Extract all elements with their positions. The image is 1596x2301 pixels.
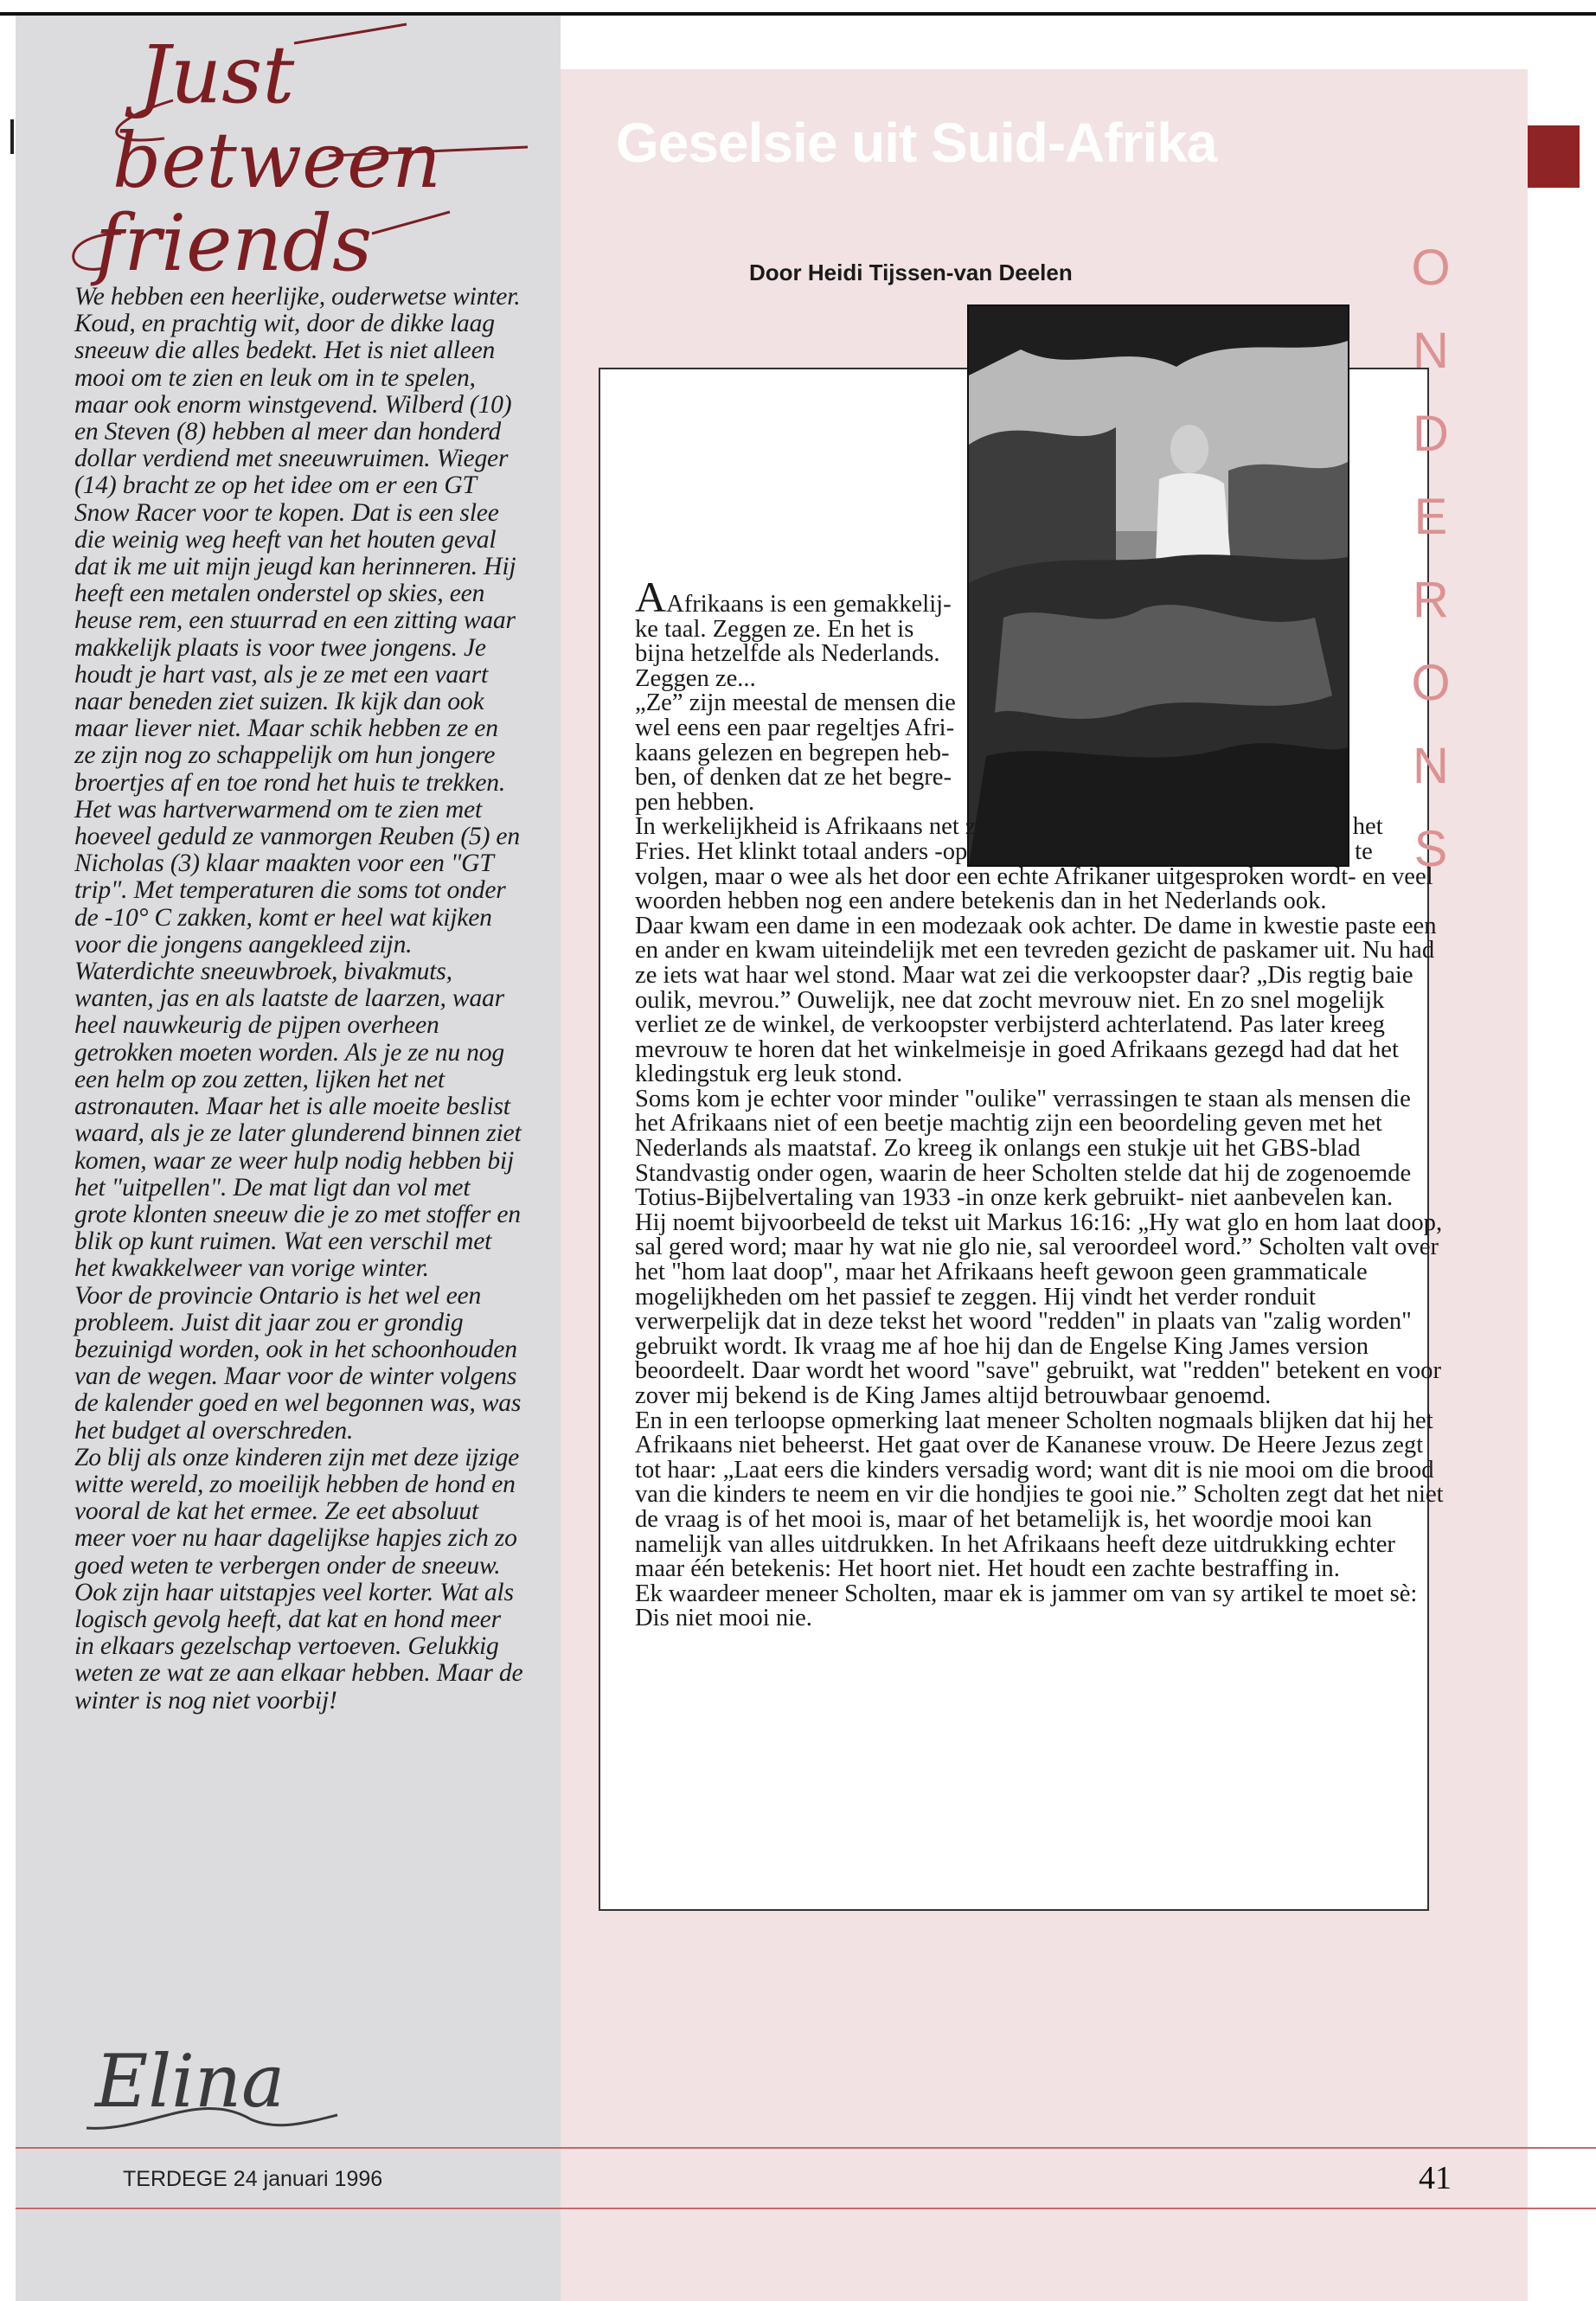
article-byline: Door Heidi Tijssen-van Deelen bbox=[749, 260, 1073, 285]
flourish-2 bbox=[294, 24, 407, 43]
column-paragraph-2: Het was hartverwarmend om te zien met hoeveel geduld ze vanmorgen Reuben (5) en Nicholas (3) klaar maakten voor een "GT trip". Met temperaturen die soms tot onder de -10° C zakken, komt er heel wat kijken voor die jongens aangekleed zijn. Waterdichte sneeuwbroek, bivakmuts, wanten, jas en als laatste de laarzen, waar heel nauwkeurig de pijpen overheen getrokken moeten worden. Als je ze nu nog een helm op zou zetten, lijken het net astronauten. Maar het is alle moeite beslist waard, als je ze later glunderend binnen ziet komen, waar ze weer hulp nodig hebben bij het "uitpellen". De mat ligt dan vol met grote klonten sneeuw die je zo met stoffer en blik op kunt ruimen. Wat een verschil met het kwakkelweer van vorige winter. bbox=[74, 795, 522, 1283]
margin-mark bbox=[10, 119, 14, 154]
article-headline: Geselsie uit Suid-Afrika bbox=[616, 112, 1217, 174]
page-number: 41 bbox=[1419, 2160, 1452, 2196]
article-paragraph-4: Hij noemt bijvoorbeeld de tekst uit Markus 16:16: „Hy wat glo en hom laat doop, sal gered word; maar hy wat nie glo nie, sal veroordeel word.” Scholten valt over het "hom laat doop", maar het Afrikaans heeft gewoon geen grammaticale mogelijkheden om het passief te zeggen. Hij vindt het verder ronduit verwerpelijk dat in deze tekst het woord "redden" in plaats van "zalig worden" gebruikt wordt. Ik vraag me af hoe hij dan de Engelse King James version beoordeelt. Daar wordt het woord "save" gebruikt, wat "redden" betekent en voor zover mij bekend is de King James altijd betrouwbaar genoemd. bbox=[635, 1208, 1443, 1409]
intro-line: kaans gelezen en begrepen heb- bbox=[635, 739, 950, 766]
title-line-3: friends bbox=[95, 198, 373, 289]
column-paragraph-1: We hebben een heerlijke, ouderwetse winter. Koud, en prachtig wit, door de dikke laag sneeuw die alles bedekt. Het is niet alleen mooi om te zien en leuk om in te spelen, maar ook enorm winstgevend. Wilberd (10) en Steven (8) hebben al meer dan honderd dollar verdiend met sneeuwruimen. Wieger (14) bracht ze op het idee om er een GT Snow Racer voor te kopen. Dat is een slee die weinig weg heeft van het houten geval dat ik me uit mijn jeugd kan herinneren. Hij heeft een metalen onderstel op skies, een heuse rem, een stuurrad en een zitting waar makkelijk plaats is voor twee jongens. Je houdt je hart vast, als je ze met een vaart naar beneden ziet suizen. Ik kijk dan ook maar liever niet. Maar schik hebben ze en ze zijn nog zo schappelijk om hun jongere broertjes af en toe rond het huis te trekken. bbox=[74, 283, 521, 797]
section-letter: N bbox=[1413, 738, 1449, 794]
section-letter: O bbox=[1411, 240, 1451, 296]
intro-line: wel eens een paar regeltjes Afri- bbox=[635, 714, 955, 741]
article-paragraph-3: Soms kom je echter voor minder "oulike" verrassingen te staan als mensen die het Afrikaans niet of een beetje machtig zijn een beoordeling geven met het Nederlands als maatstaf. Zo kreeg ik onlangs een stukje uit het GBS-blad Standvastig onder ogen, waarin de heer Scholten stelde dat hij de zogenoemde Totius-Bijbelvertaling van 1933 -in onze kerk gebruikt- niet aanbevelen kan. bbox=[635, 1085, 1412, 1212]
article-paragraph-5: En in een terloopse opmerking laat meneer Scholten nogmaals blijken dat hij het Afrikaans niet beheerst. Het gaat over de Kananese vrouw. De Heere Jezus zegt tot haar: „Laat eers die kinders versadig word; want dit is nie mooi om die brood van die kinders te neem en vir die hondjies te gooi nie.” Scholten zegt dat het niet de vraag is of het mooi is, maar of het betamelijk is, het woordje mooi kan namelijk van alles uitdrukken. In het Afrikaans heeft deze uitdrukking echter maar één betekenis: Het hoort niet. Het houdt een zachte bestraffing in. bbox=[635, 1407, 1444, 1583]
section-letter: R bbox=[1413, 572, 1449, 628]
intro-line: „Ze” zijn meestal de mensen die bbox=[635, 689, 956, 717]
column-paragraph-3: Voor de provincie Ontario is het wel een probleem. Juist dit jaar zou er grondig bezuinigd worden, ook in het schoonhouden van de wegen. Maar voor de winter volgens de kalender goed en wel begonnen was, was het budget al overschreden. bbox=[74, 1281, 522, 1445]
column-text bbox=[74, 284, 524, 1715]
article-intro bbox=[635, 573, 981, 816]
section-letter: S bbox=[1413, 821, 1448, 877]
accent-bar bbox=[1528, 125, 1580, 188]
drop-cap: A bbox=[635, 573, 667, 621]
signature-text: Elina bbox=[95, 2039, 285, 2124]
intro-line: pen hebben. bbox=[635, 788, 755, 816]
section-letter: O bbox=[1411, 655, 1451, 711]
flourish-5 bbox=[372, 212, 450, 234]
section-letter: D bbox=[1413, 406, 1449, 462]
section-letter: N bbox=[1413, 323, 1449, 379]
intro-line: Zeggen ze... bbox=[635, 664, 756, 692]
article-paragraph-1: In werkelijkheid is Afrikaans net zo verschillend van het Nederlands als het Fries. Het klinkt totaal anders -op papier is het voor een nieuweling best te volgen, maar o wee als het door een echte Afrikaner uitgesproken wordt- en veel woorden hebben nog een andere betekenis dan in het Nederlands ook. bbox=[635, 813, 1433, 915]
title-line-2: between bbox=[112, 116, 441, 205]
intro-line: bijna hetzelfde als Nederlands. bbox=[635, 640, 940, 668]
intro-line: ke taal. Zeggen ze. En het is bbox=[635, 615, 914, 643]
article-body bbox=[635, 573, 1445, 1632]
article-paragraph-2: Daar kwam een dame in een modezaak ook achter. De dame in kwestie paste een en ander en kwam uiteindelijk met een tevreden gezicht de paskamer uit. Nu had ze iets wat haar wel stond. Maar wat zei die verkoopster daar? „Dis regtig baie oulik, mevrou.” Ouwelijk, nee dat zocht mevrouw niet. En zo snel mogelijk verliet ze de winkel, de verkoopster verbijsterd achterlatend. Pas later kreeg mevrouw te horen dat het winkelmeisje in goed Afrikaans gezegd had dat het kledingstuk erg leuk stond. bbox=[635, 912, 1437, 1088]
section-letter: E bbox=[1413, 489, 1448, 545]
footer-publication: TERDEGE 24 januari 1996 bbox=[123, 2167, 383, 2191]
intro-line: ben, of denken dat ze het begre- bbox=[635, 764, 952, 792]
just-between-friends-title bbox=[43, 17, 528, 294]
footer-rule-top bbox=[16, 2147, 1596, 2149]
article-paragraph-6: Ek waardeer meneer Scholten, maar ek is jammer om van sy artikel te moet sè: Dis niet mooi nie. bbox=[635, 1580, 1418, 1632]
signature bbox=[78, 2029, 355, 2141]
footer-rule-bottom bbox=[16, 2208, 1596, 2209]
intro-line bbox=[635, 573, 981, 621]
intro-line-text: Afrikaans is een gemakkelij- bbox=[666, 591, 952, 618]
column-paragraph-4: Zo blij als onze kinderen zijn met deze ijzige witte wereld, zo moeilijk hebben de hond en vooral de kat het ermee. Ze eet absoluut meer voer nu haar dagelijkse hapjes zich zo goed weten te verbergen onder de sneeuw. Ook zijn haar uitstapjes veel korter. Wat als logisch gevolg heeft, dat kat en hond meer in elkaars gezelschap vertoeven. Gelukkig weten ze wat ze aan elkaar hebben. Maar de winter is nog niet voorbij! bbox=[74, 1443, 523, 1715]
title-line-1: Just bbox=[138, 29, 295, 121]
